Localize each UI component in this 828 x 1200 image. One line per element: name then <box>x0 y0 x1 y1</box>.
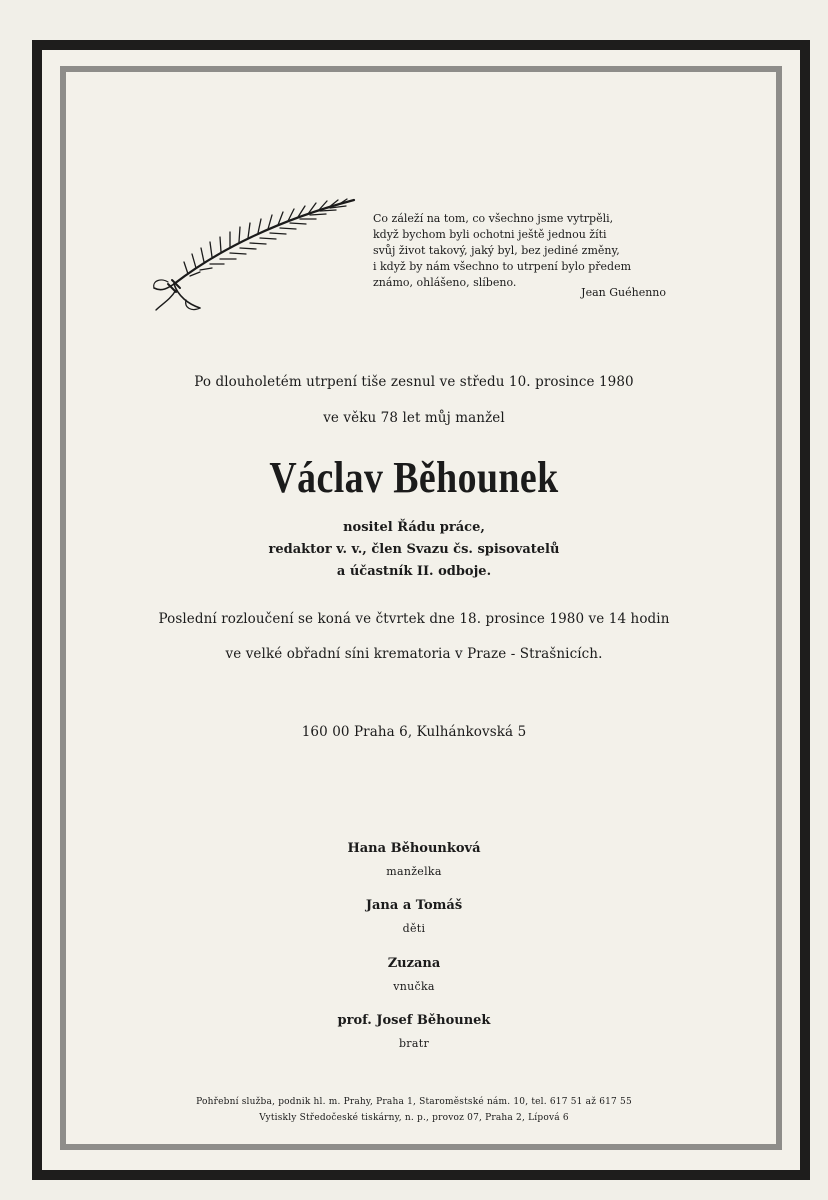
quote-line: svůj život takový, jaký byl, bez jediné změny, <box>373 244 620 257</box>
mourner-role: bratr <box>398 1037 430 1050</box>
ceremony-line-1: Poslední rozloučení se koná ve čtvrtek dne 18. prosince 1980 ve 14 hodin <box>158 611 670 627</box>
footer-printer: Vytiskly Středočeské tiskárny, n. p., provoz 07, Praha 2, Lípová 6 <box>259 1113 569 1123</box>
family-address: 160 00 Praha 6, Kulhánkovská 5 <box>301 724 527 740</box>
palm-branch-icon <box>148 192 360 318</box>
mourner-role: manželka <box>386 865 442 878</box>
announcement-line-2: ve věku 78 let můj manžel <box>323 410 505 426</box>
mourner-name: Hana Běhounková <box>347 841 481 856</box>
honor-line: a účastník II. odboje. <box>336 564 492 579</box>
honor-line: nositel Řádu práce, <box>343 520 485 535</box>
deceased-name: Václav Běhounek <box>269 453 559 502</box>
quote-line: Co záleží na tom, co všechno jsme vytrpěli, <box>373 212 614 225</box>
quote-author: Jean Guéhenno <box>581 286 666 299</box>
mourner-name: Zuzana <box>387 956 441 971</box>
mourner-name: prof. Josef Běhounek <box>337 1013 491 1028</box>
quote-line: když bychom byli ochotni ještě jednou žíti <box>373 228 607 241</box>
footer-funeral-service: Pohřební služba, podnik hl. m. Prahy, Praha 1, Staroměstské nám. 10, tel. 617 51 až 617 55 <box>196 1097 632 1107</box>
mourner-name: Jana a Tomáš <box>365 898 463 913</box>
epigraph-quote <box>373 211 673 291</box>
deceased-honors <box>0 517 828 583</box>
honor-line: redaktor v. v., člen Svazu čs. spisovatelů <box>268 542 560 557</box>
announcement-line-1: Po dlouholetém utrpení tiše zesnul ve středu 10. prosince 1980 <box>194 374 634 390</box>
mourner-role: vnučka <box>393 980 435 993</box>
quote-line: i když by nám všechno to utrpení bylo předem <box>373 260 632 273</box>
mourner-role: děti <box>402 922 426 935</box>
quote-line: známo, ohlášeno, slíbeno. <box>373 276 517 289</box>
ceremony-line-2: ve velké obřadní síni krematoria v Praze - Strašnicích. <box>225 646 603 662</box>
